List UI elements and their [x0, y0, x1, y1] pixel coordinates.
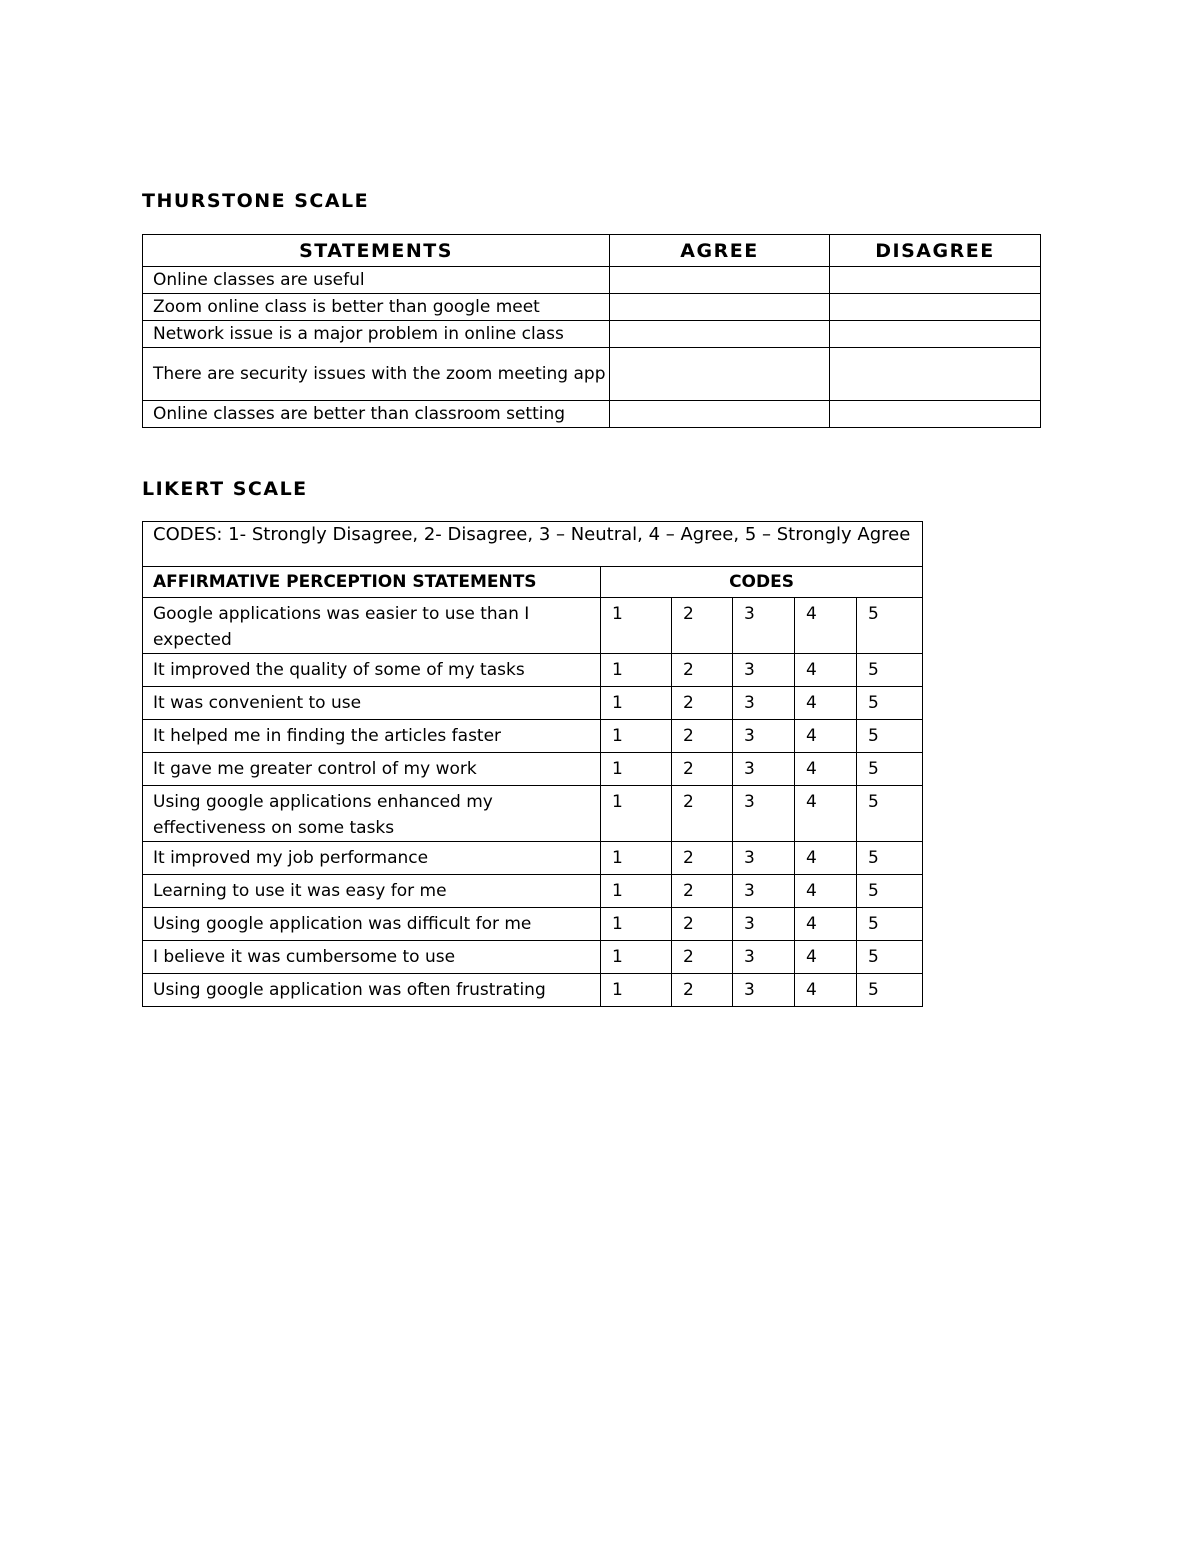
code-option-2[interactable]: 2: [672, 908, 733, 941]
table-row: [143, 348, 1041, 401]
code-option-5[interactable]: 5: [857, 974, 923, 1007]
code-option-5[interactable]: 5: [857, 654, 923, 687]
code-option-4[interactable]: 4: [795, 875, 857, 908]
code-option-2[interactable]: 2: [672, 687, 733, 720]
disagree-header: DISAGREE: [830, 235, 1041, 267]
likert-title: LIKERT SCALE: [142, 478, 308, 500]
code-option-1[interactable]: 1: [601, 875, 672, 908]
code-option-2[interactable]: 2: [672, 654, 733, 687]
disagree-cell[interactable]: [830, 294, 1041, 321]
code-option-5[interactable]: 5: [857, 875, 923, 908]
table-row: [143, 654, 923, 687]
agree-cell[interactable]: [610, 348, 830, 401]
code-option-4[interactable]: 4: [795, 974, 857, 1007]
code-option-4[interactable]: 4: [795, 753, 857, 786]
code-option-4[interactable]: 4: [795, 842, 857, 875]
code-option-4[interactable]: 4: [795, 598, 857, 654]
likert-header-row: [143, 567, 923, 598]
statement-cell: Using google application was difficult for me: [143, 908, 601, 941]
code-option-5[interactable]: 5: [857, 753, 923, 786]
table-row: [143, 598, 923, 654]
table-row: [143, 401, 1041, 428]
agree-cell[interactable]: [610, 321, 830, 348]
code-option-5[interactable]: 5: [857, 687, 923, 720]
code-option-3[interactable]: 3: [733, 842, 795, 875]
agree-header: AGREE: [610, 235, 830, 267]
statement-cell: I believe it was cumbersome to use: [143, 941, 601, 974]
disagree-cell[interactable]: [830, 401, 1041, 428]
table-row: [143, 267, 1041, 294]
table-row: [143, 908, 923, 941]
code-option-4[interactable]: 4: [795, 908, 857, 941]
statements-header: STATEMENTS: [143, 235, 610, 267]
thurstone-title: THURSTONE SCALE: [142, 190, 370, 212]
likert-table: [142, 521, 923, 1007]
statement-cell: It gave me greater control of my work: [143, 753, 601, 786]
table-row: [143, 294, 1041, 321]
table-row: [143, 753, 923, 786]
code-option-1[interactable]: 1: [601, 598, 672, 654]
codes-legend: CODES: 1- Strongly Disagree, 2- Disagree, 3 – Neutral, 4 – Agree, 5 – Strongly Agree: [143, 522, 923, 567]
statement-cell: There are security issues with the zoom meeting app: [143, 348, 610, 401]
table-row: [143, 687, 923, 720]
statements-header: AFFIRMATIVE PERCEPTION STATEMENTS: [143, 567, 601, 598]
code-option-1[interactable]: 1: [601, 786, 672, 842]
code-option-3[interactable]: 3: [733, 598, 795, 654]
code-option-3[interactable]: 3: [733, 654, 795, 687]
code-option-1[interactable]: 1: [601, 842, 672, 875]
statement-cell: It improved my job performance: [143, 842, 601, 875]
statement-cell: Zoom online class is better than google meet: [143, 294, 610, 321]
code-option-2[interactable]: 2: [672, 786, 733, 842]
code-option-2[interactable]: 2: [672, 842, 733, 875]
code-option-1[interactable]: 1: [601, 720, 672, 753]
code-option-5[interactable]: 5: [857, 842, 923, 875]
statement-cell: It was convenient to use: [143, 687, 601, 720]
code-option-1[interactable]: 1: [601, 908, 672, 941]
statement-cell: Google applications was easier to use than I expected: [143, 598, 601, 654]
statement-cell: Using google applications enhanced my effectiveness on some tasks: [143, 786, 601, 842]
statement-cell: Network issue is a major problem in online class: [143, 321, 610, 348]
code-option-3[interactable]: 3: [733, 720, 795, 753]
agree-cell[interactable]: [610, 267, 830, 294]
code-option-4[interactable]: 4: [795, 687, 857, 720]
statement-cell: It improved the quality of some of my tasks: [143, 654, 601, 687]
agree-cell[interactable]: [610, 294, 830, 321]
code-option-2[interactable]: 2: [672, 753, 733, 786]
statement-cell: Using google application was often frustrating: [143, 974, 601, 1007]
code-option-5[interactable]: 5: [857, 598, 923, 654]
thurstone-table: [142, 234, 1041, 428]
statement-cell: Online classes are useful: [143, 267, 610, 294]
code-option-4[interactable]: 4: [795, 654, 857, 687]
disagree-cell[interactable]: [830, 321, 1041, 348]
code-option-1[interactable]: 1: [601, 654, 672, 687]
statement-cell: It helped me in finding the articles faster: [143, 720, 601, 753]
code-option-2[interactable]: 2: [672, 875, 733, 908]
code-option-1[interactable]: 1: [601, 941, 672, 974]
code-option-3[interactable]: 3: [733, 875, 795, 908]
code-option-2[interactable]: 2: [672, 720, 733, 753]
table-row: [143, 974, 923, 1007]
code-option-3[interactable]: 3: [733, 908, 795, 941]
code-option-3[interactable]: 3: [733, 941, 795, 974]
table-row: [143, 842, 923, 875]
codes-legend-row: [143, 522, 923, 567]
code-option-5[interactable]: 5: [857, 908, 923, 941]
table-row: [143, 720, 923, 753]
code-option-2[interactable]: 2: [672, 598, 733, 654]
code-option-1[interactable]: 1: [601, 687, 672, 720]
code-option-5[interactable]: 5: [857, 786, 923, 842]
code-option-3[interactable]: 3: [733, 687, 795, 720]
code-option-4[interactable]: 4: [795, 941, 857, 974]
table-row: [143, 786, 923, 842]
code-option-3[interactable]: 3: [733, 753, 795, 786]
table-row: [143, 941, 923, 974]
statement-cell: Online classes are better than classroom setting: [143, 401, 610, 428]
code-option-3[interactable]: 3: [733, 974, 795, 1007]
statement-cell: Learning to use it was easy for me: [143, 875, 601, 908]
disagree-cell[interactable]: [830, 267, 1041, 294]
code-option-5[interactable]: 5: [857, 720, 923, 753]
disagree-cell[interactable]: [830, 348, 1041, 401]
code-option-5[interactable]: 5: [857, 941, 923, 974]
code-option-1[interactable]: 1: [601, 974, 672, 1007]
code-option-3[interactable]: 3: [733, 786, 795, 842]
likert-body: [143, 598, 923, 1007]
table-row: [143, 321, 1041, 348]
code-option-2[interactable]: 2: [672, 941, 733, 974]
thurstone-header-row: [143, 235, 1041, 267]
table-row: [143, 875, 923, 908]
code-option-1[interactable]: 1: [601, 753, 672, 786]
code-option-4[interactable]: 4: [795, 720, 857, 753]
codes-header: CODES: [601, 567, 923, 598]
code-option-4[interactable]: 4: [795, 786, 857, 842]
code-option-2[interactable]: 2: [672, 974, 733, 1007]
agree-cell[interactable]: [610, 401, 830, 428]
